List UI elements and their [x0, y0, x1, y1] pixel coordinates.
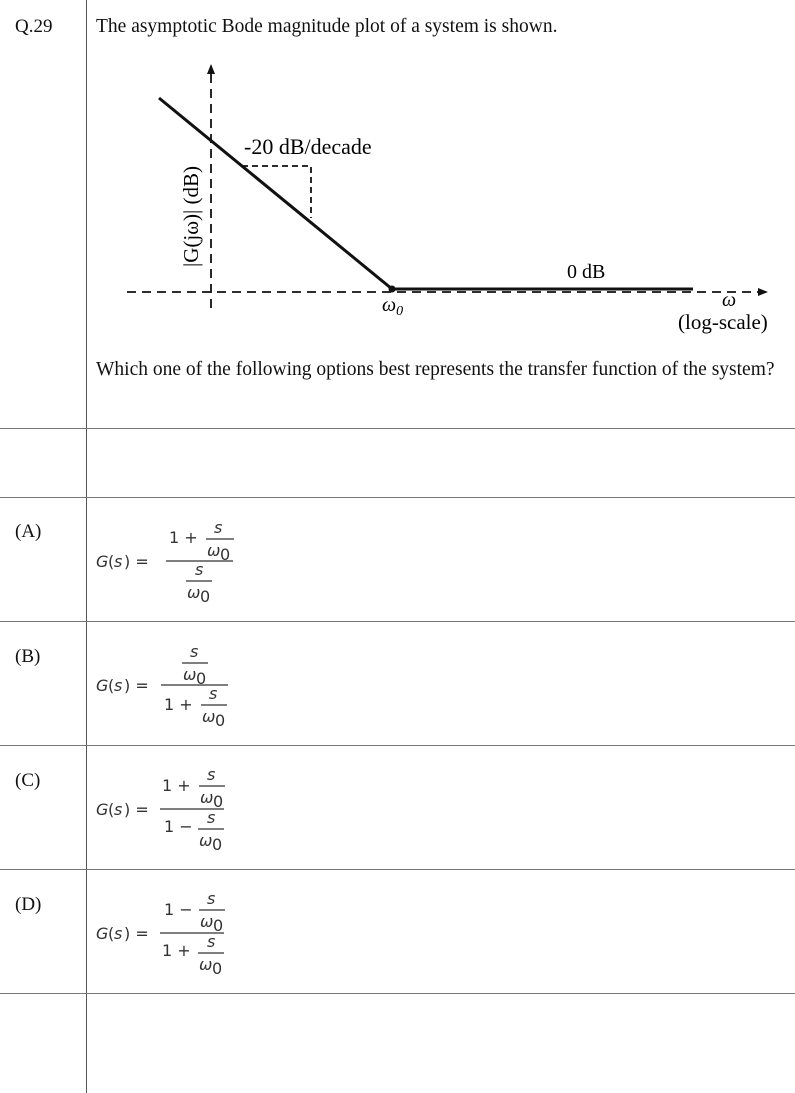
svg-text:ω: ω	[199, 831, 213, 850]
svg-text:ω: ω	[200, 788, 214, 807]
svg-text:s: s	[190, 642, 199, 661]
svg-text:0: 0	[213, 916, 224, 935]
bode-plot	[0, 0, 795, 345]
svg-text:s: s	[207, 889, 216, 908]
svg-text:0: 0	[212, 835, 223, 854]
flat-label: 0 dB	[567, 261, 606, 283]
svg-text:0: 0	[212, 959, 223, 978]
row-divider	[0, 497, 795, 498]
row-divider	[0, 869, 795, 870]
svg-text:) =: ) =	[124, 800, 149, 819]
y-axis-label: |G(jω)| (dB)	[179, 166, 203, 267]
svg-text:G: G	[96, 552, 109, 571]
svg-text:(: (	[108, 924, 115, 943]
svg-text:s: s	[114, 676, 123, 695]
svg-text:ω: ω	[199, 955, 213, 974]
svg-text:G: G	[96, 800, 109, 819]
corner-label: $\omega_0$	[382, 294, 404, 319]
option-c-formula[interactable]	[90, 758, 270, 858]
svg-text:1 −: 1 −	[164, 900, 193, 919]
svg-text:1 +: 1 +	[162, 941, 191, 960]
svg-text:) =: ) =	[124, 676, 149, 695]
svg-text:) =: ) =	[124, 924, 149, 943]
option-a-formula[interactable]	[90, 510, 270, 610]
svg-text:0: 0	[215, 711, 226, 730]
svg-text:1 +: 1 +	[164, 695, 193, 714]
slope-label: -20 dB/decade	[244, 134, 372, 159]
svg-text:ω: ω	[183, 665, 197, 684]
svg-text:0: 0	[200, 587, 211, 606]
row-divider	[0, 621, 795, 622]
svg-text:(: (	[108, 800, 115, 819]
svg-text:s: s	[207, 808, 216, 827]
svg-text:ω: ω	[207, 541, 221, 560]
svg-text:G: G	[96, 676, 109, 695]
svg-text:ω: ω	[200, 912, 214, 931]
svg-text:s: s	[114, 800, 123, 819]
svg-text:) =: ) =	[124, 552, 149, 571]
svg-text:s: s	[214, 518, 223, 537]
svg-text:1 +: 1 +	[162, 776, 191, 795]
row-divider	[0, 428, 795, 429]
question-stem: The asymptotic Bode magnitude plot of a system is shown.	[96, 16, 558, 37]
svg-text:s: s	[207, 765, 216, 784]
option-d-formula[interactable]	[90, 882, 270, 982]
corner-point	[389, 286, 396, 293]
svg-text:s: s	[114, 924, 123, 943]
svg-text:0: 0	[213, 792, 224, 811]
svg-text:0: 0	[220, 545, 231, 564]
option-d-label: (D)	[15, 894, 42, 915]
x-scale-label: (log-scale)	[678, 310, 768, 334]
x-axis-label: ω	[722, 289, 737, 311]
svg-text:G: G	[96, 924, 109, 943]
option-b-label: (B)	[15, 646, 41, 667]
svg-text:s: s	[209, 684, 218, 703]
option-a-label: (A)	[15, 521, 42, 542]
option-b-formula[interactable]	[90, 634, 270, 734]
row-divider	[0, 745, 795, 746]
svg-text:1 −: 1 −	[164, 817, 193, 836]
svg-text:(: (	[108, 676, 115, 695]
svg-text:0: 0	[196, 669, 207, 688]
row-divider	[0, 993, 795, 994]
option-c-label: (C)	[15, 770, 41, 791]
svg-text:s: s	[114, 552, 123, 571]
svg-text:ω: ω	[202, 707, 216, 726]
svg-text:1 +: 1 +	[169, 528, 198, 547]
question-prompt: Which one of the following options best represents the transfer function of the system?	[96, 359, 775, 380]
svg-text:s: s	[207, 932, 216, 951]
svg-text:s: s	[195, 560, 204, 579]
svg-text:(: (	[108, 552, 115, 571]
question-number: Q.29	[15, 16, 53, 37]
svg-text:ω: ω	[187, 583, 201, 602]
